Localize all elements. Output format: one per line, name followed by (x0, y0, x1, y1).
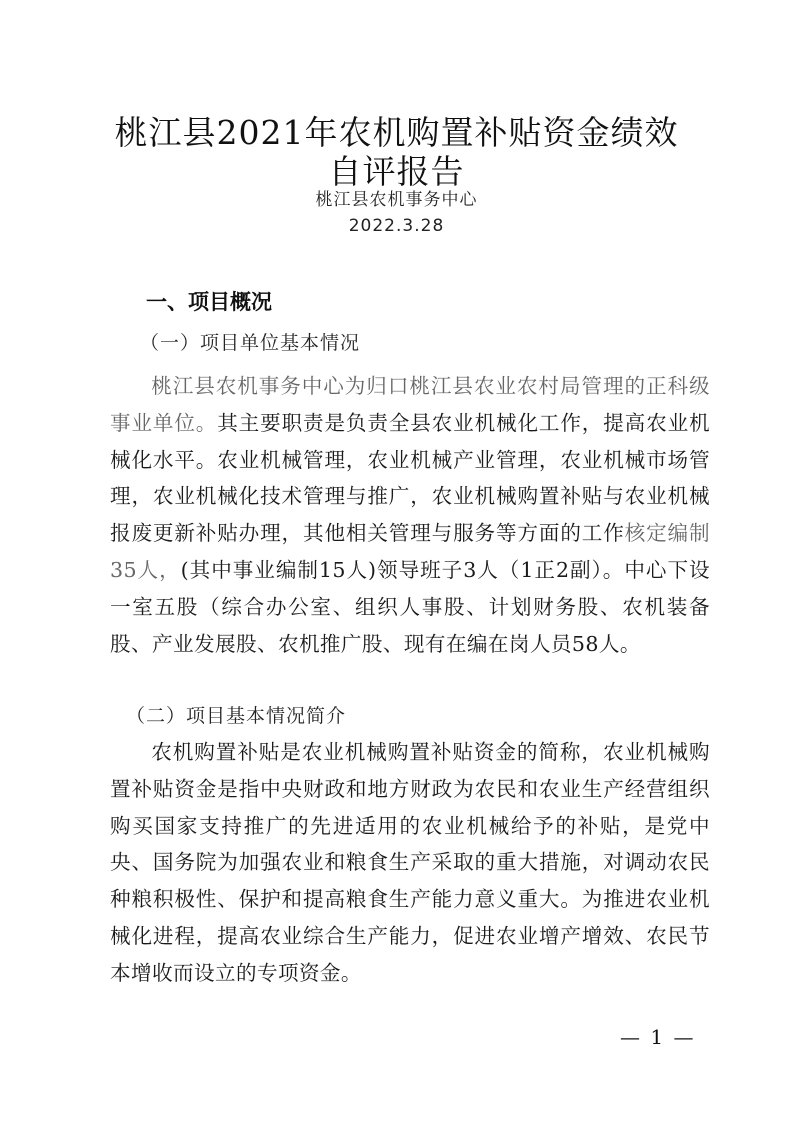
page-number: — 1 — (620, 1025, 696, 1049)
paragraph-unit-info-part-3: 核定编制35人， (110, 521, 710, 582)
subsection-heading-project-intro: （二）项目基本情况简介 (126, 705, 347, 727)
paragraph-unit-info-part-1: 桃江县农机事务中心为归口桃江县农业农村局管理的正科级事业单位。 (110, 374, 710, 435)
issuing-organization: 桃江县农机事务中心 (315, 190, 478, 210)
paragraph-unit-info (110, 368, 710, 700)
report-date: 2022.3.28 (348, 216, 445, 236)
paragraph-unit-info-part-4: (其中事业编制15人)领导班子3人（1正2副）。中心下设一室五股（综合办公室、组织人事股、计划财务股、农机装备股、产业发展股、农机推广股、现有在编在岗人员58人。 (110, 557, 710, 656)
section-heading-overview: 一、项目概况 (146, 290, 272, 314)
subsection-heading-unit-info: （一）项目单位基本情况 (140, 332, 361, 354)
paragraph-unit-info-part-2: 其主要职责是负责全县农业机械化工作，提高农业机械化水平。农业机械管理，农业机械产业管理，农业机械市场管理，农业机械化技术管理与推广，农业机械购置补贴与农业机械报废更新补贴办理，其他相关管理与服务等方面的工作 (110, 410, 711, 546)
document-title-line-1: 桃江县2021年农机购置补贴资金绩效 (114, 113, 679, 152)
document-title-line-2: 自评报告 (328, 152, 465, 191)
paragraph-project-intro: 农机购置补贴是农业机械购置补贴资金的简称，农业机械购置补贴资金是指中央财政和地方财政为农民和农业生产经营组织购买国家支持推广的先进适用的农业机械给予的补贴，是党中央、国务院为加强农业和粮食生产采取的重大措施，对调动农民种粮积极性、保护和提高粮食生产能力意义重大。为推进农业机械化进程，提高农业综合生产能力，促进农业增产增效、农民节本增收而设立的专项资金。 (110, 740, 710, 985)
